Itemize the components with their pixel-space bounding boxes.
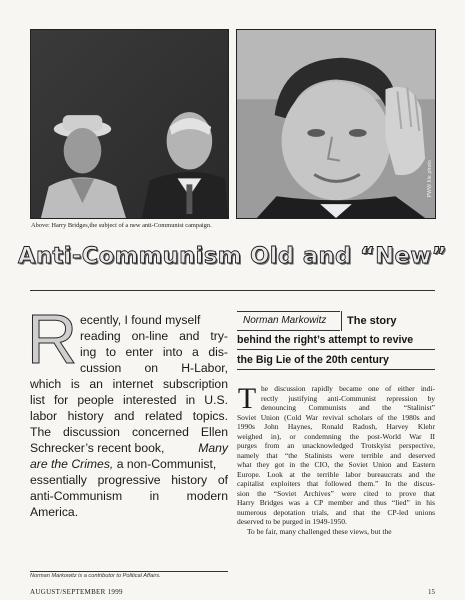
right-line-14: numerous depotation trials, and that the CP-led unions: [237, 507, 435, 517]
footnote-rule: [30, 571, 228, 572]
body-line-5: Schrecker’s recent book, Many: [30, 441, 228, 455]
right-line-16: To be fair, many challenged these views, but the: [247, 526, 392, 536]
byline-divider: [341, 311, 342, 331]
right-line-3: denouncing Communists and the “Stalinist”: [261, 403, 435, 412]
right-line-2: rectly justifying anti-Communist repression by: [261, 393, 435, 403]
article-headline: Anti-Communism Old and “New”: [18, 243, 447, 269]
right-line-13: Harry Bridges was a CP member and thus “lied” in his: [237, 498, 435, 507]
deck-line-3: the Big Lie of the 20th century: [237, 354, 389, 366]
book-title-part1: Many: [198, 441, 228, 455]
dropcap-t: [237, 382, 257, 415]
byline-box: [237, 311, 435, 366]
body-line-9: America.: [30, 505, 79, 519]
dropcap-r-letter: R: [26, 300, 78, 378]
right-line-10: Europe. Look at the terrible labor bureaucrats and the: [237, 469, 435, 479]
right-line-12: sion the “Soviet Archives” were cited to prove that: [237, 488, 435, 498]
lead-line-4: cussion on H-Labor,: [80, 361, 228, 375]
page-number: 15: [428, 588, 435, 596]
right-line-15: deserved to be purged in 1949-1950.: [237, 517, 347, 526]
body-line-4: The discussion concerned Ellen: [30, 425, 228, 439]
body-line-1: which is an internet subscription: [30, 377, 228, 391]
photo-credit: PWW file photo: [427, 160, 433, 198]
right-line-9: what they got in the CIO, the Soviet Union and Eastern: [237, 460, 435, 469]
body-line-8: anti-Communism in modern: [30, 489, 228, 503]
dropcap-r: [26, 300, 78, 378]
deck-line-2: behind the right’s attempt to revive: [237, 334, 414, 346]
lead-line-1: ecently, I found myself: [80, 313, 201, 327]
right-line-5: 1990s John Haynes, Ronald Radosh, Harvey Klehr: [237, 422, 435, 431]
photo-ronald-reagan-image: [237, 30, 435, 218]
right-line-11: capitalist exploiters that followed them.” In the discus-: [237, 479, 435, 488]
body-line-7: essentially progressive history of: [30, 473, 228, 487]
headline-rule: [30, 290, 435, 291]
dropcap-t-glyph: [237, 382, 257, 415]
right-line-8: namely that “the Stalinists were terrible and deserved: [237, 450, 435, 460]
lead-line-3: ing to enter into a dis-: [80, 345, 228, 359]
body-line-2: list for people interested in U.S.: [30, 393, 228, 407]
author-footnote: Norman Markowitz is a contributor to Political Affairs.: [30, 573, 161, 579]
deck-rule-middle: [237, 349, 435, 350]
photo-harry-bridges: [30, 29, 229, 219]
right-line-7: purges from an unacknowledged Trotskyist perspective,: [237, 441, 435, 450]
byline-author: Norman Markowitz: [237, 311, 340, 331]
deck-rule-bottom: [237, 369, 435, 370]
right-line-1: he discussion rapidly became one of either indi-: [261, 384, 435, 393]
right-line-4: Soviet Union (Cold War revival scholars of the 1980s and: [237, 412, 435, 422]
photo-caption: Above: Harry Bridges,the subject of a new anti-Communist campaign.: [31, 222, 212, 229]
lead-line-2: reading on-line and try-: [80, 329, 228, 343]
body-line-3: labor history and related topics.: [30, 409, 228, 423]
dropcap-t-letter: T: [237, 382, 257, 415]
deck-line-1: The story: [347, 315, 397, 327]
issue-date: AUGUST/SEPTEMBER 1999: [30, 588, 123, 596]
book-title-part2: are the Crimes,: [30, 457, 114, 471]
dropcap-r-glyph: [26, 300, 78, 378]
right-line-6: weighed in), or condemning the post-World War II: [237, 431, 435, 441]
photo-ronald-reagan: [236, 29, 436, 219]
body-line-6: are the Crimes, a non-Communist,: [30, 457, 217, 471]
photo-harry-bridges-image: [31, 30, 228, 218]
